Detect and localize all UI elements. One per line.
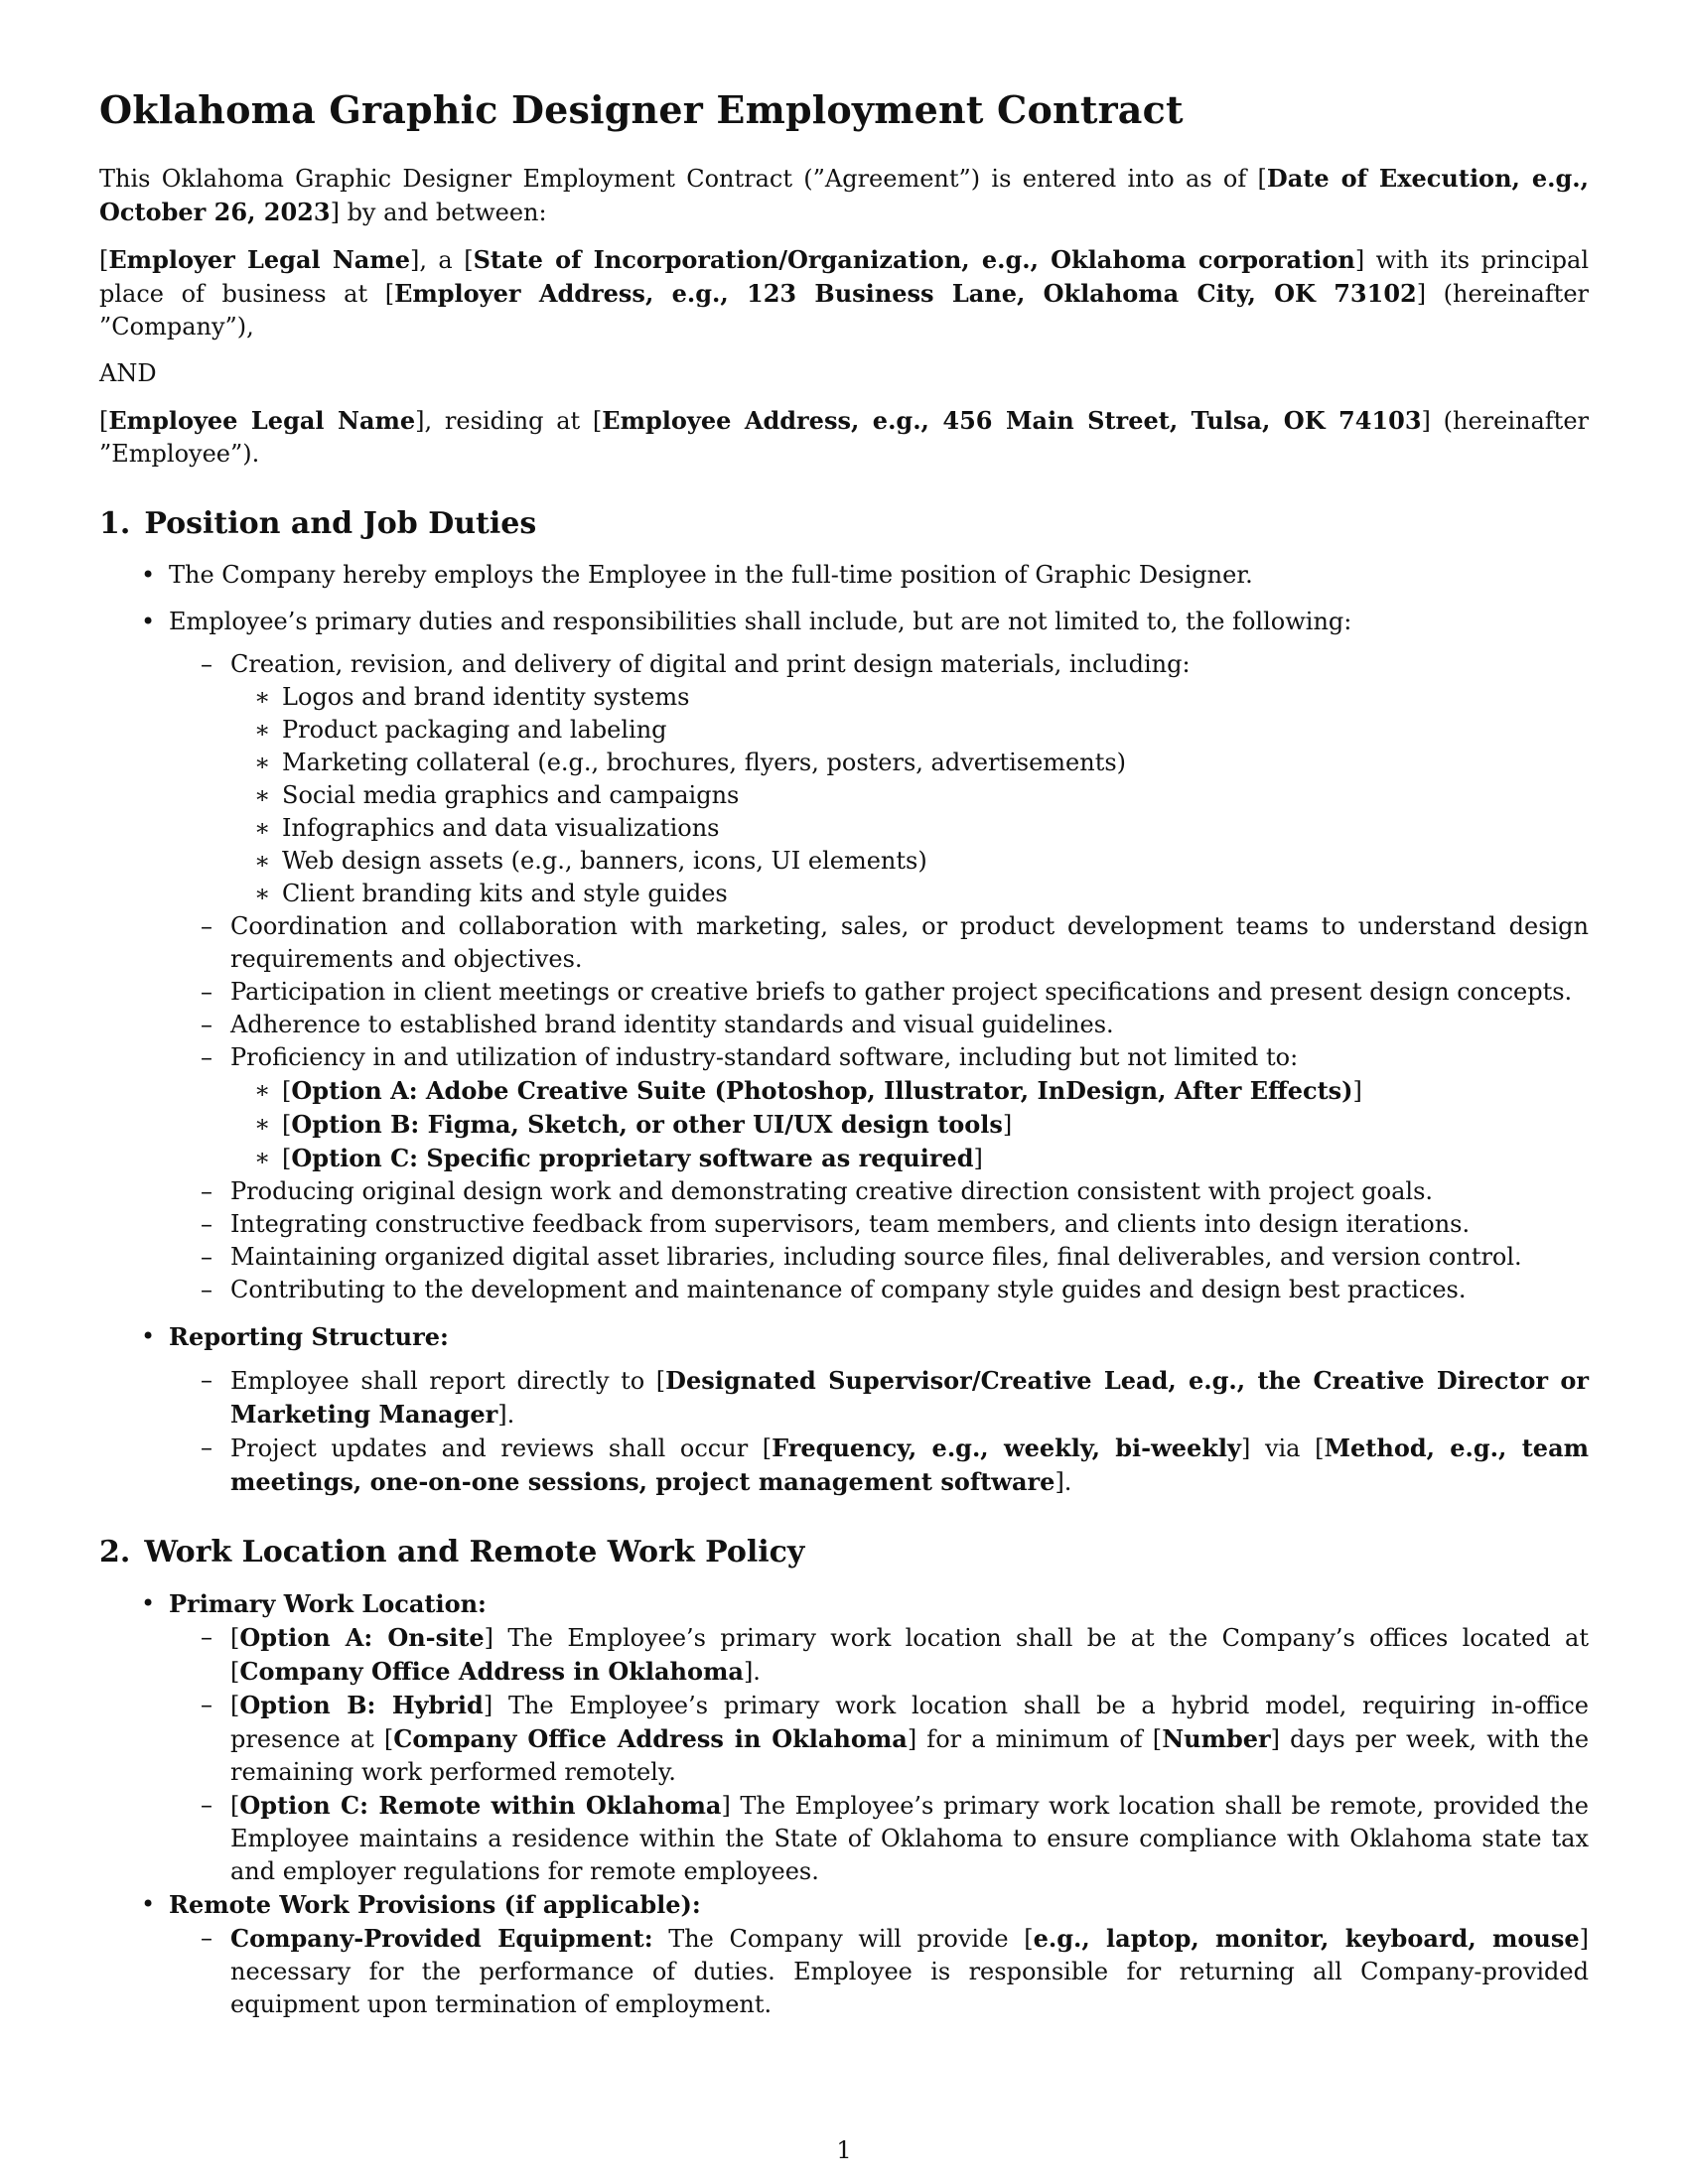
creation-items-list xyxy=(230,681,1589,910)
list-item: • The Company hereby employs the Employee in the full-time position of Graphic Designer. xyxy=(169,559,1589,592)
option-b-label: Option B: Hybrid xyxy=(239,1691,484,1719)
employee-open: [ xyxy=(99,407,109,435)
work-location-options xyxy=(169,1621,1589,1888)
employer-mid2: ] with its principal place of business at [ xyxy=(99,246,1590,308)
creation-intro: Creation, revision, and delivery of digital and print design materials, including: xyxy=(230,650,1191,678)
employer-mid1: ], a [ xyxy=(409,246,474,274)
office-address-placeholder: Company Office Address in Oklahoma xyxy=(239,1657,744,1686)
employer-paragraph xyxy=(99,243,1589,343)
list-item: ∗ Web design assets (e.g., banners, icons, UI elements) xyxy=(282,845,1589,878)
page-title: Oklahoma Graphic Designer Employment Contract xyxy=(99,87,1184,132)
option-a-open: [ xyxy=(230,1624,240,1652)
list-item: ∗ Logos and brand identity systems xyxy=(282,681,1589,714)
intro-lead: This Oklahoma Graphic Designer Employment Contract (”Agreement”) is entered into as of [ xyxy=(99,165,1267,193)
frequency-placeholder: Frequency, e.g., weekly, bi-weekly xyxy=(772,1433,1241,1462)
reporting-structure-label: Reporting Structure: xyxy=(169,1322,449,1351)
primary-work-location-label: Primary Work Location: xyxy=(169,1589,487,1618)
option-b-mid: ] for a minimum of [ xyxy=(907,1725,1163,1753)
report-lead: Employee shall report directly to [ xyxy=(230,1367,666,1395)
option-b-text: ] The Employee’s primary work location shall be a hybrid model, requiring in-office presence at [ xyxy=(230,1692,1589,1753)
intro-paragraph xyxy=(99,162,1589,229)
document-page xyxy=(99,87,1589,2021)
list-item xyxy=(230,1432,1589,1499)
list-item xyxy=(230,648,1589,910)
list-item xyxy=(230,1922,1589,2021)
equipment-placeholder: e.g., laptop, monitor, keyboard, mouse xyxy=(1033,1924,1580,1953)
section-1-list xyxy=(99,559,1589,1499)
employer-open: [ xyxy=(99,246,109,274)
supervisor-placeholder: Designated Supervisor/Creative Lead, e.g., the Creative Director or Marketing Manager xyxy=(230,1366,1589,1429)
page-number: 1 xyxy=(836,2136,852,2164)
duties-intro: Employee’s primary duties and responsibilities shall include, but are not limited to, the following: xyxy=(169,608,1352,635)
state-placeholder: State of Incorporation/Organization, e.g., Oklahoma corporation xyxy=(473,245,1355,274)
list-item: – Maintaining organized digital asset libraries, including source files, final deliverables, and version control. xyxy=(230,1241,1589,1274)
option-b-tail: ] days per week, with the remaining work performed remotely. xyxy=(230,1725,1590,1786)
section-1-heading xyxy=(99,506,1589,541)
list-item: – Contributing to the development and maintenance of company style guides and design best practices. xyxy=(230,1274,1589,1306)
equipment-lead: The Company will provide [ xyxy=(652,1925,1034,1953)
employee-mid1: ], residing at [ xyxy=(415,407,603,435)
list-item: – Participation in client meetings or creative briefs to gather project specifications and present design concepts. xyxy=(230,976,1589,1009)
list-item: ∗ [Option B: Figma, Sketch, or other UI/UX design tools] xyxy=(282,1108,1589,1142)
software-option-a: Option A: Adobe Creative Suite (Photoshop, Illustrator, InDesign, After Effects) xyxy=(291,1076,1353,1105)
reporting-list xyxy=(169,1364,1589,1499)
option-a-tail: ]. xyxy=(743,1658,761,1686)
list-item: ∗ Client branding kits and style guides xyxy=(282,878,1589,910)
list-item: ∗ Infographics and data visualizations xyxy=(282,812,1589,845)
employee-name-placeholder: Employee Legal Name xyxy=(108,406,416,435)
number-placeholder: Number xyxy=(1162,1724,1271,1753)
employer-name-placeholder: Employer Legal Name xyxy=(108,245,410,274)
list-item: – Coordination and collaboration with marketing, sales, or product development teams to understand design requirements and objectives. xyxy=(230,910,1589,976)
option-a-text: ] The Employee’s primary work location shall be at the Company’s offices located at [ xyxy=(230,1624,1589,1686)
option-c-text: ] The Employee’s primary work location shall be remote, provided the Employee maintains a residence within the State of Oklahoma to ensure compliance with Oklahoma state tax and employer regulations for remote employees. xyxy=(230,1792,1590,1885)
date-placeholder: Date of Execution, e.g., October 26, 2023 xyxy=(99,164,1589,226)
method-placeholder: Method, e.g., team meetings, one-on-one sessions, project management software xyxy=(230,1433,1590,1496)
equipment-label: Company-Provided Equipment: xyxy=(230,1924,653,1953)
updates-tail: ]. xyxy=(1055,1468,1072,1496)
report-tail: ]. xyxy=(497,1401,515,1429)
option-c-label: Option C: Remote within Oklahoma xyxy=(239,1791,722,1820)
section-2-heading xyxy=(99,1535,1589,1570)
and-paragraph: AND xyxy=(99,359,157,387)
list-item xyxy=(169,606,1589,1306)
option-c-open: [ xyxy=(230,1792,240,1820)
intro-tail: ] by and between: xyxy=(330,199,547,226)
section-2-title: Work Location and Remote Work Policy xyxy=(144,1535,805,1570)
list-item: ∗ Social media graphics and campaigns xyxy=(282,779,1589,812)
list-item: – Adherence to established brand identity standards and visual guidelines. xyxy=(230,1009,1589,1041)
list-item xyxy=(230,1789,1589,1888)
software-option-b: Option B: Figma, Sketch, or other UI/UX design tools xyxy=(291,1110,1003,1139)
section-1-number: 1. xyxy=(99,506,131,541)
list-item xyxy=(169,1888,1589,2021)
updates-lead: Project updates and reviews shall occur [ xyxy=(230,1434,773,1462)
list-item: ∗ [Option C: Specific proprietary software as required] xyxy=(282,1142,1589,1175)
option-a-label: Option A: On-site xyxy=(239,1623,485,1652)
employee-address-placeholder: Employee Address, e.g., 456 Main Street, Tulsa, OK 74103 xyxy=(602,406,1422,435)
list-item xyxy=(230,1689,1589,1789)
updates-mid: ] via [ xyxy=(1241,1434,1325,1462)
employee-paragraph xyxy=(99,404,1589,471)
remote-work-provisions-label: Remote Work Provisions (if applicable): xyxy=(169,1890,701,1919)
list-item: ∗ [Option A: Adobe Creative Suite (Photoshop, Illustrator, InDesign, After Effects)] xyxy=(282,1074,1589,1108)
list-item xyxy=(230,1364,1589,1432)
section-2-list xyxy=(99,1587,1589,2021)
employee-tail: ] (hereinafter ”Employee”). xyxy=(99,407,1589,468)
software-intro: Proficiency in and utilization of industry-standard software, including but not limited to: xyxy=(230,1043,1299,1071)
software-option-c: Option C: Specific proprietary software as required xyxy=(291,1144,974,1172)
list-item xyxy=(169,1587,1589,1888)
list-item xyxy=(230,1041,1589,1175)
duties-list xyxy=(169,648,1589,1306)
option-b-open: [ xyxy=(230,1692,240,1719)
list-item: – Integrating constructive feedback from supervisors, team members, and clients into design iterations. xyxy=(230,1208,1589,1241)
office-address-placeholder: Company Office Address in Oklahoma xyxy=(393,1724,908,1753)
software-options-list xyxy=(230,1074,1589,1175)
list-item xyxy=(230,1621,1589,1689)
list-item: ∗ Marketing collateral (e.g., brochures, flyers, posters, advertisements) xyxy=(282,747,1589,779)
remote-provisions-list xyxy=(169,1922,1589,2021)
list-item xyxy=(169,1320,1589,1499)
section-1-title: Position and Job Duties xyxy=(144,506,537,541)
equipment-tail: ] necessary for the performance of duties. Employee is responsible for returning all Company-provided equipment upon termination of employment. xyxy=(230,1925,1590,2018)
section-2-number: 2. xyxy=(99,1535,131,1570)
list-item: – Producing original design work and demonstrating creative direction consistent with project goals. xyxy=(230,1175,1589,1208)
employer-address-placeholder: Employer Address, e.g., 123 Business Lane, Oklahoma City, OK 73102 xyxy=(394,279,1417,308)
list-item: ∗ Product packaging and labeling xyxy=(282,714,1589,747)
employer-tail: ] (hereinafter ”Company”), xyxy=(99,280,1590,341)
